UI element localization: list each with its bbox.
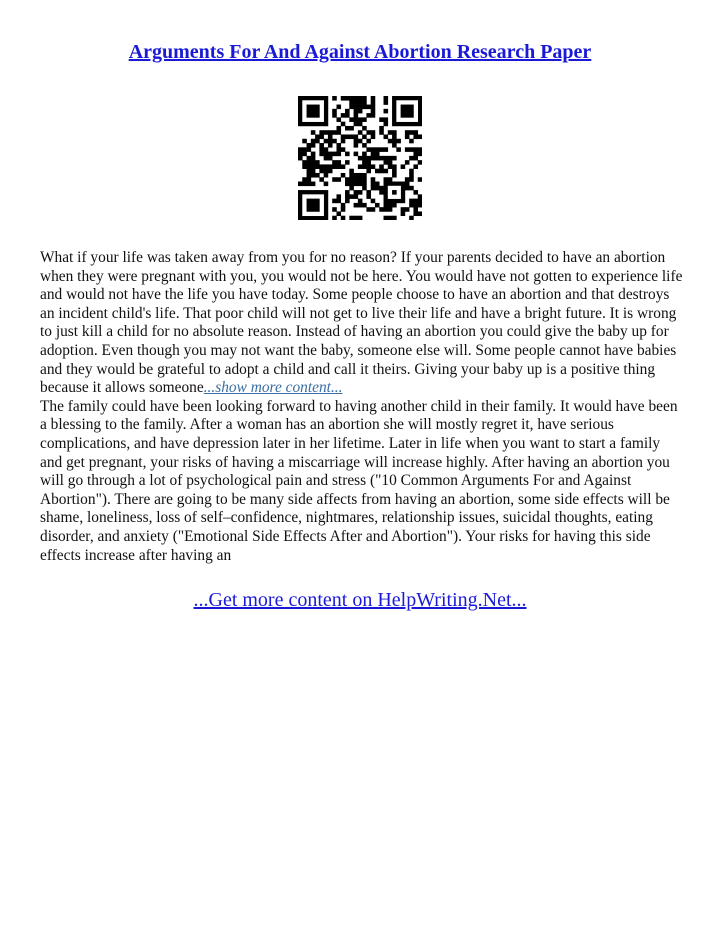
paragraph-1-text: What if your life was taken away from you for no reason? If your parents decided to have an abortion when they were pregnant with you, you would not be here. You would have not gotten to experience life and would not have the life you have today. Some people choose to have an abortion and that destroys an incident child's life. That poor child will not get to live their life and have a bright future. It is wrong to just kill a child for no absolute reason. Instead of having an abortion you could give the baby up for adoption. Even though you may not want the baby, someone else will. Some people cannot have babies and they would be grateful to adopt a child and call it theirs. Giving your baby up is a positive thing because it allows someone xyxy=(40,249,683,397)
article-body xyxy=(40,249,684,565)
get-more-content-link[interactable]: ...Get more content on HelpWriting.Net... xyxy=(193,589,527,611)
show-more-link[interactable]: ...show more content... xyxy=(203,379,343,397)
article-paragraph-1 xyxy=(40,249,684,398)
article-paragraph-2: The family could have been looking forward to having another child in their family. It would have been a blessing to the family. After a woman has an abortion she will mostly regret it, have serious complications, and have depression later in her lifetime. Later in life when you want to start a family and get pregnant, your risks of having a miscarriage will increase highly. After having an abortion you will go through a lot of psychological pain and stress ("10 Common Arguments For and Against Abortion"). There are going to be many side affects from having an abortion, some side effects will be shame, loneliness, loss of self–confidence, nightmares, relationship issues, suicidal thoughts, eating disorder, and anxiety ("Emotional Side Effects After and Abortion"). Your risks for having this side effects increase after having an xyxy=(40,397,678,564)
qr-code-icon xyxy=(298,96,422,220)
document-title[interactable]: Arguments For And Against Abortion Research Paper xyxy=(128,41,592,63)
qr-code-graphic xyxy=(298,96,422,220)
